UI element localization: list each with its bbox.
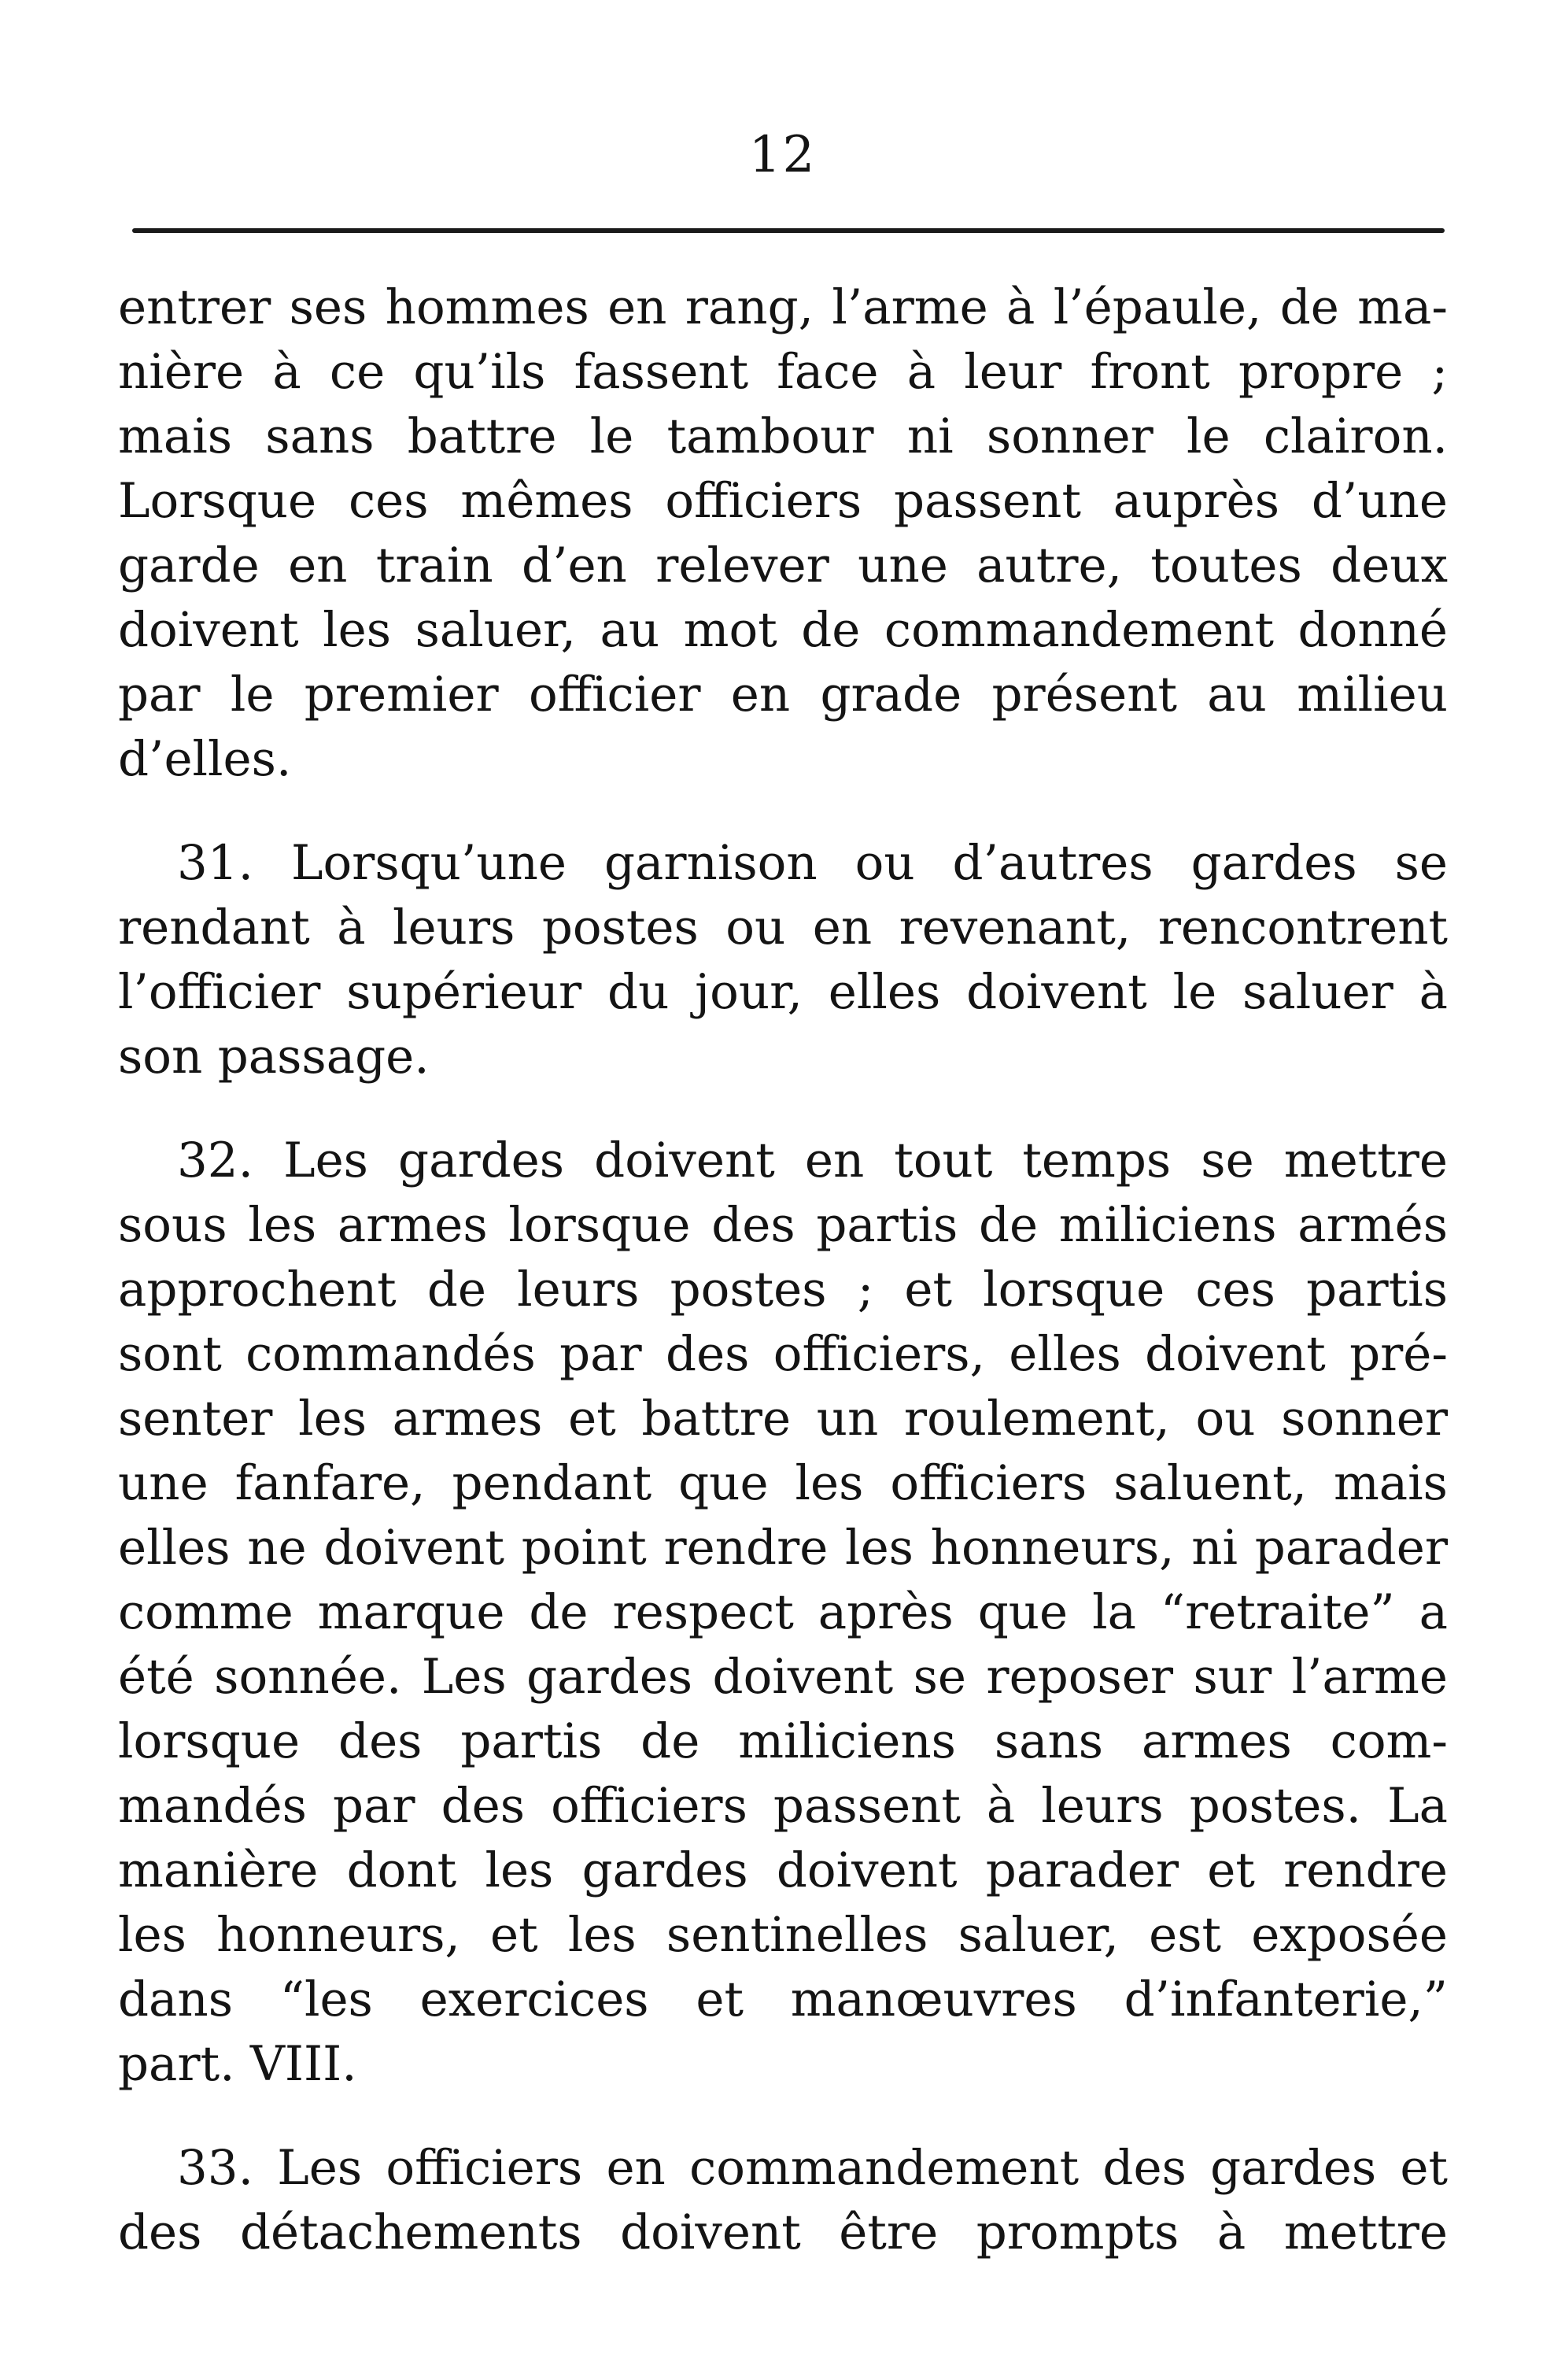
text-line: manière dont les gardes doivent parader et rendre (118, 1842, 1448, 1898)
text-line: 33. Les officiers en commandement des gardes et (177, 2140, 1448, 2196)
text-line: elles ne doivent point rendre les honneurs, ni parader (118, 1520, 1448, 1576)
text-line: été sonnée. Les gardes doivent se reposer sur l’arme (118, 1649, 1448, 1705)
paragraph-31 (118, 831, 1448, 1089)
paragraph-32 (118, 1129, 1448, 2097)
header-rule (132, 228, 1445, 233)
text-line: son passage. (118, 1029, 430, 1085)
page-number: 12 (748, 126, 817, 184)
text-line: comme marque de respect après que la “retraite” a (118, 1584, 1448, 1640)
text-line: entrer ses hommes en rang, l’arme à l’épaule, de ma- (118, 279, 1448, 335)
paragraph-continuation (118, 275, 1448, 792)
text-line: part. VIII. (118, 2036, 357, 2092)
text-line: une fanfare, pendant que les officiers saluent, mais (118, 1455, 1448, 1511)
text-line: l’officier supérieur du jour, elles doivent le saluer à (118, 964, 1448, 1020)
text-line: mandés par des officiers passent à leurs postes. La (118, 1778, 1448, 1834)
text-line: senter les armes et battre un roulement, ou sonner (118, 1391, 1448, 1447)
text-line: des détachements doivent être prompts à mettre (118, 2204, 1448, 2260)
text-line: 32. Les gardes doivent en tout temps se mettre (177, 1133, 1448, 1188)
text-line: sous les armes lorsque des partis de miliciens armés (118, 1197, 1448, 1253)
text-line: mais sans battre le tambour ni sonner le clairon. (118, 408, 1448, 464)
text-line: approchent de leurs postes ; et lorsque ces partis (118, 1262, 1448, 1318)
body-text (118, 275, 1448, 2265)
paragraph-33 (118, 2136, 1448, 2265)
text-line: par le premier officier en grade présent au milieu (118, 667, 1448, 722)
text-line: dans “les exercices et manœuvres d’infanterie,” (118, 1972, 1448, 2027)
text-line: garde en train d’en relever une autre, toutes deux (118, 538, 1448, 593)
text-line: Lorsque ces mêmes officiers passent auprès d’une (118, 473, 1448, 529)
text-line: les honneurs, et les sentinelles saluer, est exposée (118, 1907, 1448, 1963)
text-line: doivent les saluer, au mot de commandement donné (118, 602, 1448, 658)
text-line: 31. Lorsqu’une garnison ou d’autres gardes se (177, 835, 1448, 891)
text-line: nière à ce qu’ils fassent face à leur front propre ; (118, 344, 1448, 400)
text-line: sont commandés par des officiers, elles doivent pré- (118, 1326, 1448, 1382)
text-line: lorsque des partis de miliciens sans armes com- (118, 1713, 1448, 1769)
text-line: rendant à leurs postes ou en revenant, rencontrent (118, 900, 1448, 955)
text-line: d’elles. (118, 731, 292, 787)
